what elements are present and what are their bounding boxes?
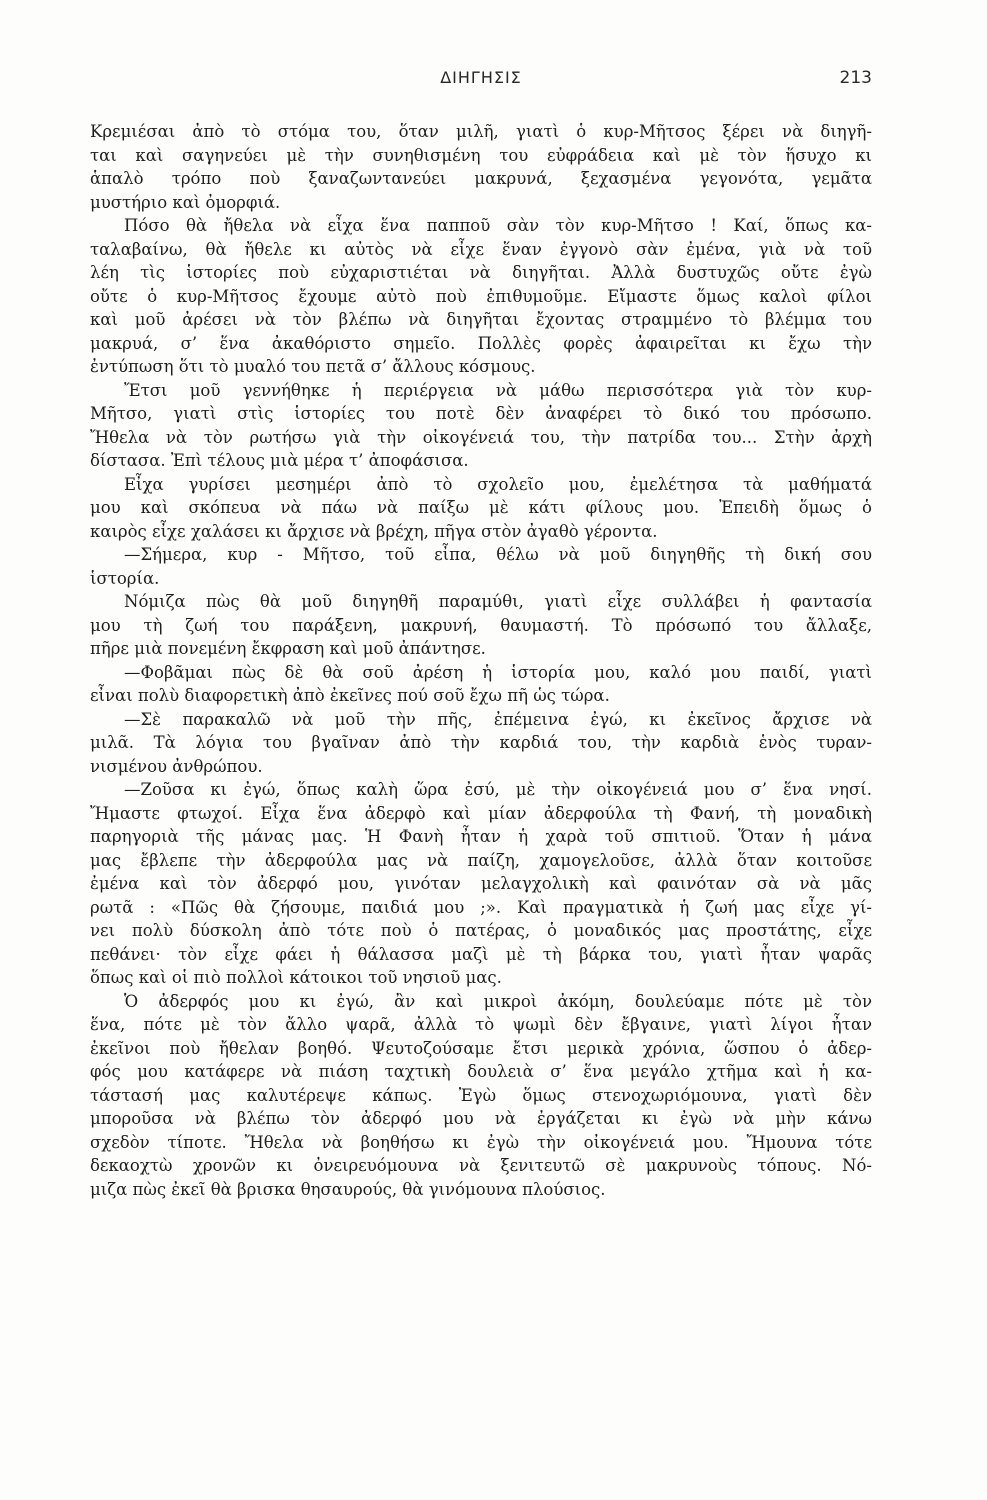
text-line: Ἔτσι μοῦ γεννήθηκε ἡ περιέργεια νὰ μάθω περισσότερα γιὰ τὸν κυρ- xyxy=(124,380,872,400)
text-line: μου καὶ σκόπευα νὰ πάω νὰ παίξω μὲ κάτι φίλους μου. Ἐπειδὴ ὅμως ὁ xyxy=(90,498,872,517)
text-line: δεκαοχτὼ χρονῶν κι ὀνειρευόμουνα νὰ ξενιτευτῶ σὲ μακρυνοὺς τόπους. Νό- xyxy=(90,1156,872,1175)
text-line: Κρεμιέσαι ἀπὸ τὸ στόμα του, ὅταν μιλῆ, γιατὶ ὁ κυρ-Μῆτσος ξέρει νὰ διηγῆ- xyxy=(90,122,872,141)
text-line: λέη τὶς ἱστορίες ποὺ εὐχαριστιέται νὰ διηγῆται. Ἀλλὰ δυστυχῶς οὔτε ἐγὼ xyxy=(90,263,872,282)
text-line: —Σὲ παρακαλῶ νὰ μοῦ τὴν πῆς, ἐπέμεινα ἐγώ, κι ἐκεῖνος ἄρχισε νὰ xyxy=(124,709,872,729)
text-line: μακρυά, σ’ ἕνα ἀκαθόριστο σημεῖο. Πολλὲς φορὲς ἀφαιρεῖται κι ἔχω τὴν xyxy=(90,333,872,353)
text-line: καιρὸς εἶχε χαλάσει κι ἄρχισε νὰ βρέχη, πῆγα στὸν ἀγαθὸ γέροντα. xyxy=(90,521,658,541)
text-line: καὶ μοῦ ἀρέσει νὰ τὸν βλέπω νὰ διηγῆται ἔχοντας στραμμένο τὸ βλέμμα του xyxy=(90,310,872,329)
text-line: —Σήμερα, κυρ - Μῆτσο, τοῦ εἶπα, θέλω νὰ μοῦ διηγηθῆς τὴ δική σου xyxy=(124,545,872,564)
text-line: μυστήριο καὶ ὀμορφιά. xyxy=(90,192,281,212)
text-line: πῆρε μιὰ πονεμένη ἔκφραση καὶ μοῦ ἀπάντησε. xyxy=(90,639,486,658)
text-line: ἱστορία. xyxy=(90,568,160,588)
text-line: ται καὶ σαγηνεύει μὲ τὴν συνηθισμένη του εὐφράδεια καὶ μὲ τὸν ἥσυχο κι xyxy=(90,145,872,165)
text-line: μου τὴ ζωή του παράξενη, μακρυνή, θαυμαστή. Τὸ πρόσωπό του ἄλλαξε, xyxy=(90,615,872,635)
text-line: ταλαβαίνω, θὰ ἤθελε κι αὐτὸς νὰ εἶχε ἕναν ἐγγονὸ σὰν ἐμένα, γιὰ νὰ τοῦ xyxy=(90,239,872,259)
text-line: νει πολὺ δύσκολη ἀπὸ τότε ποὺ ὁ πατέρας, ὁ μοναδικός μας προστάτης, εἶχε xyxy=(90,921,872,940)
text-line: εἶναι πολὺ διαφορετικὴ ἀπὸ ἐκεῖνες πού σοῦ ἔχω πῆ ὡς τώρα. xyxy=(90,686,610,705)
running-title: ΔΙΗΓΗΣΙΣ xyxy=(440,68,522,87)
text-line: οὔτε ὁ κυρ-Μῆτσος ἔχουμε αὐτὸ ποὺ ἐπιθυμοῦμε. Εἴμαστε ὅμως καλοὶ φίλοι xyxy=(90,286,872,306)
page-number: 213 xyxy=(839,68,872,88)
text-line: Ἤθελα νὰ τὸν ρωτήσω γιὰ τὴν οἰκογένειά του, τὴν πατρίδα του... Στὴν ἀρχὴ xyxy=(90,427,872,447)
text-line: μποροῦσα νὰ βλέπω τὸν ἀδερφό μου νὰ ἐργάζεται κι ἐγὼ νὰ μὴν κάνω xyxy=(90,1109,872,1128)
text-line: μιζα πὼς ἐκεῖ θὰ βρισκα θησαυρούς, θὰ γινόμουνα πλούσιος. xyxy=(90,1179,606,1199)
text-line: ἕνα, πότε μὲ τὸν ἄλλο ψαρᾶ, ἀλλὰ τὸ ψωμὶ δὲν ἔβγαινε, γιατὶ λίγοι ἦταν xyxy=(90,1015,872,1034)
text-line: σχεδὸν τίποτε. Ἤθελα νὰ βοηθήσω κι ἐγὼ τὴν οἰκογένειά μου. Ἤμουνα τότε xyxy=(90,1132,872,1152)
text-line: ὅπως καὶ οἱ πιὸ πολλοὶ κάτοικοι τοῦ νησιοῦ μας. xyxy=(90,968,502,987)
text-line: τάστασή μας καλυτέρεψε κάπως. Ἐγὼ ὅμως στενοχωριόμουνα, γιατὶ δὲν xyxy=(90,1085,872,1105)
text-line: πεθάνει· τὸν εἶχε φάει ἡ θάλασσα μαζὶ μὲ τὴ βάρκα του, γιατὶ ἦταν ψαρᾶς xyxy=(90,944,872,964)
text-line: δίστασα. Ἐπὶ τέλους μιὰ μέρα τ’ ἀποφάσισα. xyxy=(90,451,469,470)
text-line: —Ζοῦσα κι ἐγώ, ὅπως καλὴ ὥρα ἐσύ, μὲ τὴν οἰκογένειά μου σ’ ἕνα νησί. xyxy=(124,780,872,799)
text-line: Νόμιζα πὼς θὰ μοῦ διηγηθῆ παραμύθι, γιατὶ εἶχε συλλάβει ἡ φαντασία xyxy=(124,592,872,611)
text-line: Ὁ ἀδερφός μου κι ἐγώ, ἂν καὶ μικροὶ ἀκόμη, δουλεύαμε πότε μὲ τὸν xyxy=(124,991,872,1011)
text-line: Μῆτσο, γιατὶ στὶς ἱστορίες του ποτὲ δὲν ἀναφέρει τὸ δικό του πρόσωπο. xyxy=(90,404,872,423)
text-line: Πόσο θὰ ἤθελα νὰ εἶχα ἕνα παπποῦ σὰν τὸν κυρ-Μῆτσο ! Καί, ὅπως κα- xyxy=(124,216,872,235)
text-line: μας ἔβλεπε τὴν ἀδερφούλα μας νὰ παίζη, χαμογελοῦσε, ἀλλὰ ὅταν κοιτοῦσε xyxy=(90,850,872,870)
running-head xyxy=(90,68,872,92)
text-line: νισμένου ἀνθρώπου. xyxy=(90,756,263,776)
text-line: ἁπαλὸ τρόπο ποὺ ξαναζωντανεύει μακρυνά, ξεχασμένα γεγονότα, γεμᾶτα xyxy=(90,169,872,188)
text-line: ἐμένα καὶ τὸν ἀδερφό μου, γινόταν μελαγχολικὴ καὶ φαινόταν σὰ νὰ μᾶς xyxy=(90,874,872,893)
text-line: παρηγοριὰ τῆς μάνας μας. Ἡ Φανὴ ἦταν ἡ χαρὰ τοῦ σπιτιοῦ. Ὅταν ἡ μάνα xyxy=(90,827,872,846)
text-line: —Φοβᾶμαι πὼς δὲ θὰ σοῦ ἀρέση ἡ ἱστορία μου, καλό μου παιδί, γιατὶ xyxy=(124,662,872,682)
text-line: Ἤμαστε φτωχοί. Εἶχα ἕνα ἀδερφὸ καὶ μίαν ἀδερφούλα τὴ Φανή, τὴ μοναδικὴ xyxy=(90,803,872,823)
body-text xyxy=(90,120,872,1201)
text-line: μιλᾶ. Τὰ λόγια του βγαῖναν ἀπὸ τὴν καρδιά του, τὴν καρδιὰ ἑνὸς τυραν- xyxy=(90,733,872,752)
text-line: ἐντύπωση ὅτι τὸ μυαλό του πετᾶ σ’ ἄλλους κόσμους. xyxy=(90,357,536,376)
text-line: Εἶχα γυρίσει μεσημέρι ἀπὸ τὸ σχολεῖο μου, ἐμελέτησα τὰ μαθήματά xyxy=(124,474,872,494)
text-line: ρωτᾶ : «Πῶς θὰ ζήσουμε, παιδιά μου ;». Καὶ πραγματικὰ ἡ ζωή μας εἶχε γί- xyxy=(90,897,872,917)
text-line: ἐκεῖνοι ποὺ ἤθελαν βοηθό. Ψευτοζούσαμε ἔτσι μερικὰ χρόνια, ὥσπου ὁ ἀδερ- xyxy=(90,1038,872,1058)
text-line: φός μου κατάφερε νὰ πιάση ταχτικὴ δουλειὰ σ’ ἕνα μεγάλο χτῆμα καὶ ἡ κα- xyxy=(90,1062,872,1081)
